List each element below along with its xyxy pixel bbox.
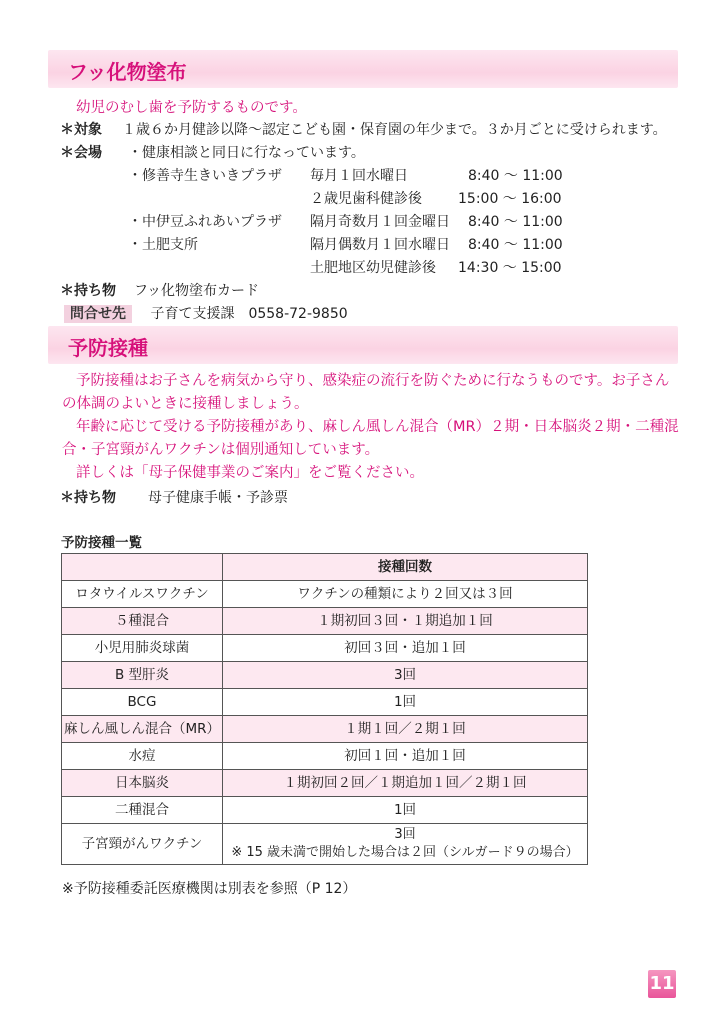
bring-label: ＊持ち物	[60, 490, 116, 506]
table-row	[62, 770, 588, 797]
table-header: 接種回数	[223, 554, 588, 581]
venue-when: ２歳児歯科健診後	[310, 191, 422, 207]
target-text: １歳６か月健診以降〜認定こども園・保育園の年少まで。３か月ごとに受けられます。	[122, 122, 667, 138]
venue-time: 8:40 〜 11:00	[468, 168, 563, 184]
table-row	[62, 743, 588, 770]
table-row	[62, 689, 588, 716]
table-row	[62, 608, 588, 635]
venue-when: 隔月偶数月１回水曜日	[310, 237, 450, 253]
vaccine-name: 日本脳炎	[62, 770, 223, 797]
section-title: フッ化物塗布	[68, 60, 187, 84]
vaccination-para2: 年齢に応じて受ける予防接種があり、麻しん風しん混合（MR）２期・日本脳炎２期・二種混合・子宮頸がんワクチンは個別通知しています。	[62, 419, 679, 458]
vaccine-count: １期１回／２期１回	[223, 716, 588, 743]
venue-note: ・健康相談と同日に行なっています。	[128, 145, 365, 161]
vaccine-name: 麻しん風しん混合（MR）	[62, 716, 223, 743]
contact-badge: 問合せ先	[64, 305, 132, 323]
vaccine-note: ※ 15 歳未満で開始した場合は２回（シルガード９の場合）	[231, 845, 579, 860]
target-label: ＊対象	[60, 122, 102, 138]
venue-when: 土肥地区幼児健診後	[310, 260, 436, 276]
venue-place: ・修善寺生きいきプラザ	[128, 168, 282, 184]
table-title: 予防接種一覧	[61, 535, 142, 551]
vaccine-name: BCG	[62, 689, 223, 716]
vaccine-name: ５種混合	[62, 608, 223, 635]
vaccine-count: １期初回３回・１期追加１回	[223, 608, 588, 635]
table-row	[62, 716, 588, 743]
venue-time: 15:00 〜 16:00	[458, 191, 562, 207]
venue-when: 毎月１回水曜日	[310, 168, 408, 184]
table-row	[62, 581, 588, 608]
vaccine-count: 3回	[394, 827, 416, 842]
table-row	[62, 824, 588, 865]
vaccine-name: 水痘	[62, 743, 223, 770]
contact-text: 子育て支援課 0558-72-9850	[150, 306, 348, 322]
bring-text: 母子健康手帳・予診票	[148, 490, 288, 506]
venue-time: 14:30 〜 15:00	[458, 260, 562, 276]
venue-place: ・中伊豆ふれあいプラザ	[128, 214, 282, 230]
vaccine-count: １期初回２回／１期追加１回／２期１回	[223, 770, 588, 797]
table-row	[62, 662, 588, 689]
table-row	[62, 635, 588, 662]
vaccine-name: 二種混合	[62, 797, 223, 824]
section-header-vaccination	[48, 326, 678, 364]
vaccination-para1: 予防接種はお子さんを病気から守り、感染症の流行を防ぐために行なうものです。お子さんの体調のよいときに接種しましょう。	[62, 373, 670, 412]
fluoride-intro: 幼児のむし歯を予防するものです。	[76, 100, 307, 116]
vaccine-count: ワクチンの種類により２回又は３回	[223, 581, 588, 608]
vaccine-name: 小児用肺炎球菌	[62, 635, 223, 662]
vaccine-name: B 型肝炎	[62, 662, 223, 689]
venue-time: 8:40 〜 11:00	[468, 214, 563, 230]
table-row	[62, 797, 588, 824]
vaccination-para3: 詳しくは「母子保健事業のご案内」をご覧ください。	[76, 465, 424, 481]
venue-when: 隔月奇数月１回金曜日	[310, 214, 450, 230]
venue-time: 8:40 〜 11:00	[468, 237, 563, 253]
vaccine-count: 1回	[223, 797, 588, 824]
venue-place: ・土肥支所	[128, 237, 198, 253]
venue-label: ＊会場	[60, 145, 102, 161]
section-header-fluoride	[48, 50, 678, 88]
vaccine-name: 子宮頸がんワクチン	[62, 824, 223, 865]
table-header-row	[62, 554, 588, 581]
vaccine-count: 初回１回・追加１回	[223, 743, 588, 770]
vaccine-name: ロタウイルスワクチン	[62, 581, 223, 608]
vaccination-table	[61, 553, 588, 865]
bring-text: フッ化物塗布カード	[134, 283, 260, 299]
vaccine-count: 初回３回・追加１回	[223, 635, 588, 662]
page-number: 11	[648, 970, 676, 998]
vaccine-count: 3回	[223, 662, 588, 689]
table-header-empty	[62, 554, 223, 581]
footnote: ※予防接種委託医療機関は別表を参照（P 12）	[62, 881, 357, 897]
section-title: 予防接種	[68, 336, 148, 360]
bring-label: ＊持ち物	[60, 283, 116, 299]
vaccine-count: 1回	[223, 689, 588, 716]
